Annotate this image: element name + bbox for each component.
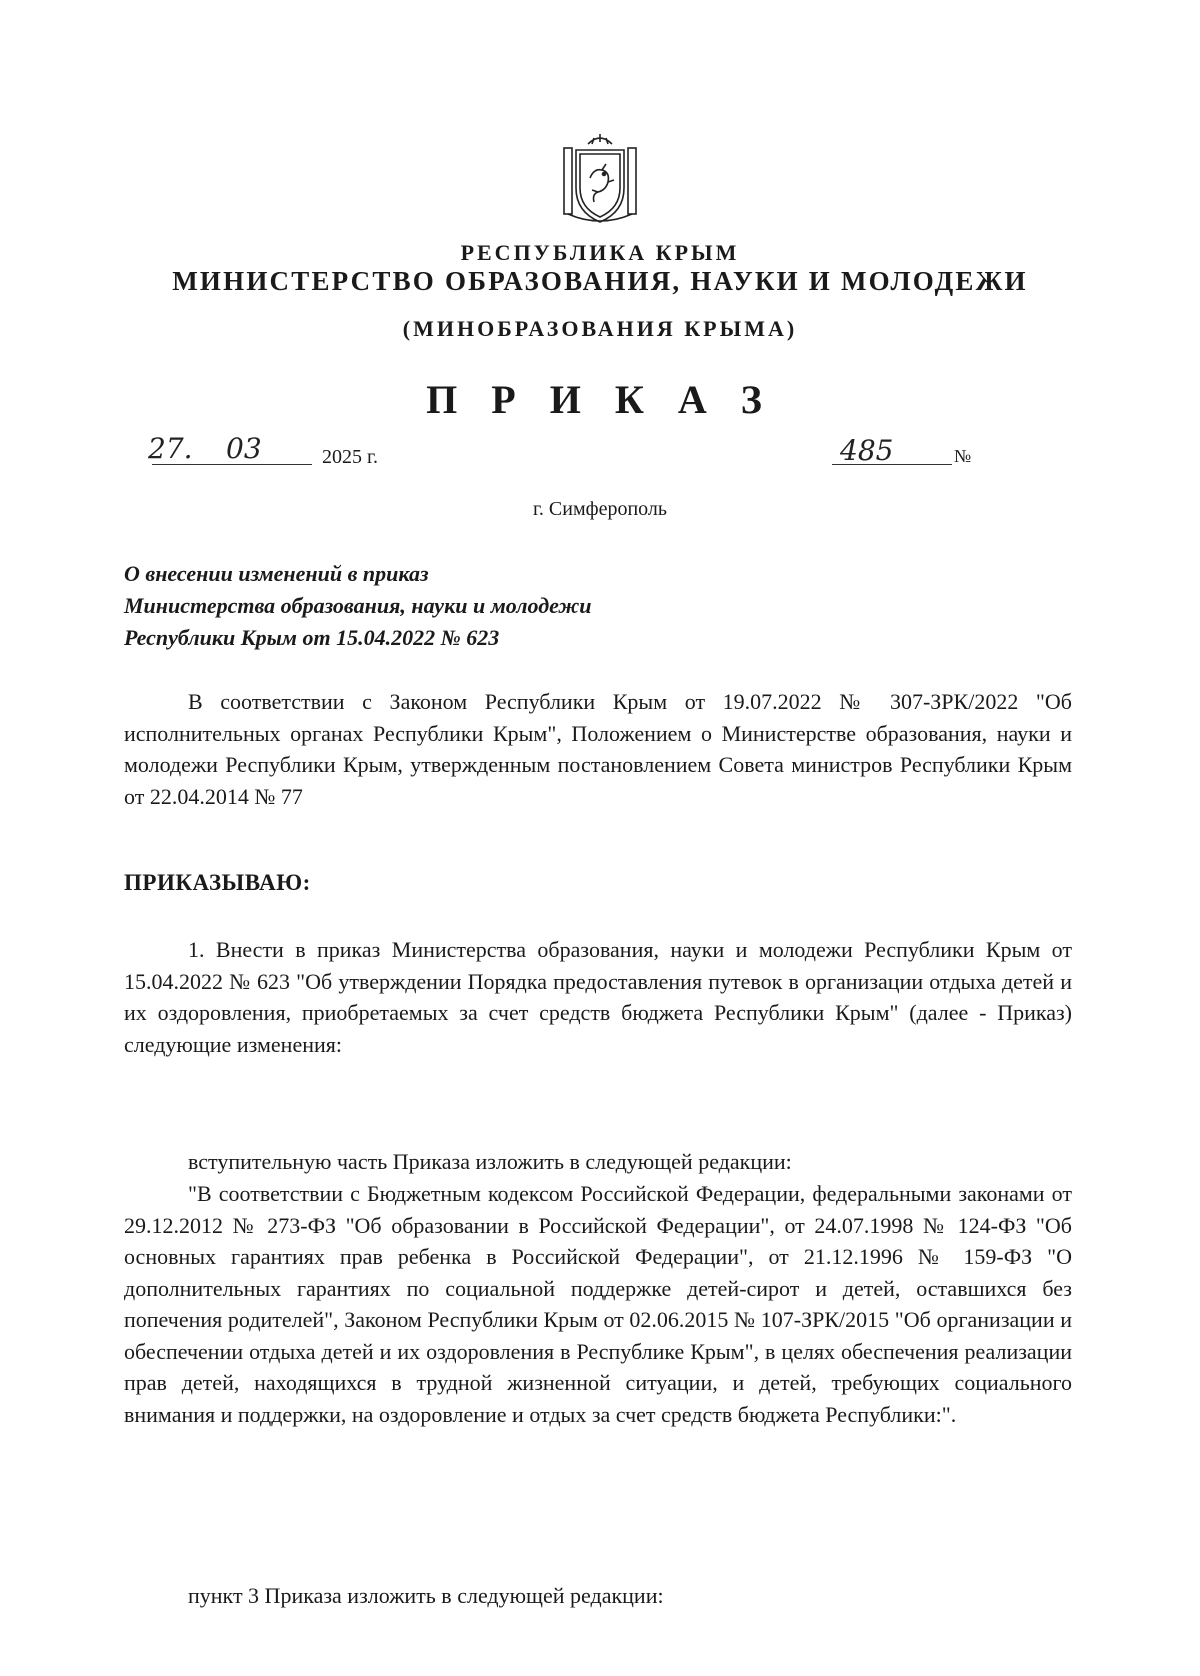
order-subject bbox=[124, 558, 824, 654]
date-month: 03 bbox=[226, 432, 262, 465]
subject-line-3: Республики Крым от 15.04.2022 № 623 bbox=[124, 625, 500, 650]
subject-line-1: О внесении изменений в приказ bbox=[124, 561, 429, 586]
date-day: 27. bbox=[148, 432, 193, 465]
ministry-heading: МИНИСТЕРСТВО ОБРАЗОВАНИЯ, НАУКИ И МОЛОДЕЖИ bbox=[172, 266, 1028, 296]
intro-text-paragraph: "В соответствии с Бюджетным кодексом Российской Федерации, федеральными законами от 29.12.2012 № 273-ФЗ "Об образовании в Российской Федерации", от 24.07.1998 № 124-ФЗ "Об основных гарантиях прав ребенка в Российской Федерации", от 21.12.1996 № 159-ФЗ "О дополнительных гарантиях по социальной поддержке детей-сирот и детей, оставшихся без попечения родителей", Законом Республики Крым от 02.06.2015 № 107-ЗРК/2015 "Об организации и обеспечении отдыха детей и их оздоровления в Республике Крым", в целях обеспечения реализации прав детей, находящихся в трудной жизненной ситуации, и детей, требующих социального внимания и поддержки, на оздоровление и отдых за счет средств бюджета Республики:". bbox=[124, 1181, 1072, 1427]
order-number: 485 bbox=[840, 434, 894, 467]
crimea-coat-of-arms-icon bbox=[558, 130, 642, 230]
document-type-title: П Р И К А З bbox=[426, 377, 774, 422]
intro-change-paragraph: вступительную часть Приказа изложить в следующей редакции: bbox=[188, 1149, 792, 1174]
number-sign: № bbox=[954, 446, 972, 466]
date-year: 2025 г. bbox=[322, 446, 378, 468]
decree-heading: ПРИКАЗЫВАЮ: bbox=[124, 870, 311, 895]
preamble-paragraph: В соответствии с Законом Республики Крым от 19.07.2022 № 307-ЗРК/2022 "Об исполнительных органах Республики Крым", Положением о Министерстве образования, науки и молодежи Республики Крым, утвержденным постановлением Совета министров Республики Крым от 22.04.2014 № 77 bbox=[124, 689, 1072, 809]
item-1-paragraph: 1. Внести в приказ Министерства образования, науки и молодежи Республики Крым от 15.04.2022 № 623 "Об утверждении Порядка предоставления путевок в организации отдыха детей и их оздоровления, приобретаемых за счет средств бюджета Республики Крым" (далее - Приказ) следующие изменения: bbox=[124, 937, 1072, 1057]
city-line: г. Симферополь bbox=[532, 498, 668, 520]
subject-line-2: Министерства образования, науки и молодежи bbox=[124, 593, 592, 618]
republic-heading: РЕСПУБЛИКА КРЫМ bbox=[460, 240, 740, 265]
item-3-change-paragraph: пункт 3 Приказа изложить в следующей редакции: bbox=[188, 1583, 664, 1608]
ministry-short-name: (МИНОБРАЗОВАНИЯ КРЫМА) bbox=[402, 316, 798, 341]
